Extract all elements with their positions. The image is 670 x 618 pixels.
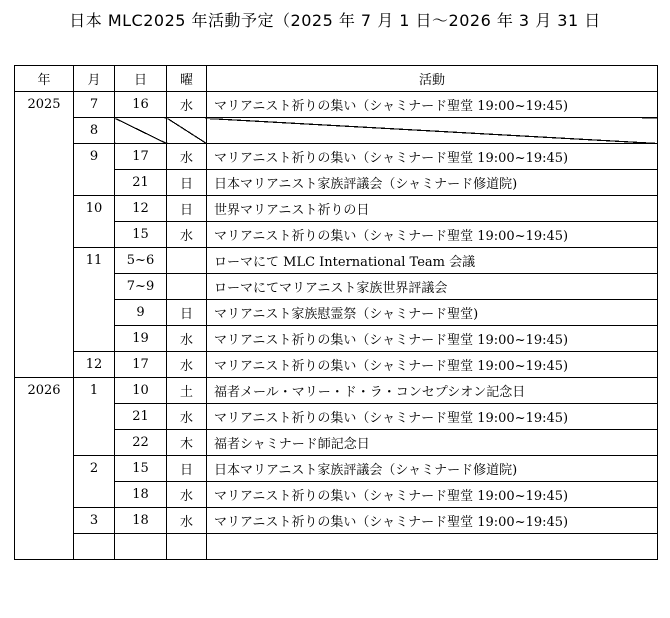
table-row <box>15 508 658 534</box>
day-cell: 19 <box>115 326 167 352</box>
day-cell: 5~6 <box>115 248 167 274</box>
month-cell: 11 <box>74 248 115 352</box>
header-year: 年 <box>15 66 74 92</box>
activity-cell: ローマにてマリアニスト家族世界評議会 <box>207 274 658 300</box>
page-title: 日本 MLC2025 年活動予定（2025 年 7 月 1 日〜2026 年 3 月 31 日 <box>69 11 601 30</box>
day-cell: 21 <box>115 170 167 196</box>
day-cell: 18 <box>115 482 167 508</box>
activity-cell: マリアニスト家族慰霊祭（シャミナード聖堂) <box>207 300 658 326</box>
activity-cell: 日本マリアニスト家族評議会（シャミナード修道院) <box>207 456 658 482</box>
table-row <box>15 196 658 222</box>
activity-cell: マリアニスト祈りの集い（シャミナード聖堂 19:00~19:45) <box>207 508 658 534</box>
day-cell: 18 <box>115 508 167 534</box>
weekday-cell: 水 <box>167 482 207 508</box>
day-cell: 15 <box>115 222 167 248</box>
activity-cell: マリアニスト祈りの集い（シャミナード聖堂 19:00~19:45) <box>207 222 658 248</box>
day-cell: 10 <box>115 378 167 404</box>
weekday-cell: 日 <box>167 456 207 482</box>
weekday-cell: 水 <box>167 352 207 378</box>
year-cell: 2026 <box>15 378 74 560</box>
weekday-cell: 水 <box>167 92 207 118</box>
weekday-cell: 日 <box>167 170 207 196</box>
activity-cell: 日本マリアニスト家族評議会（シャミナード修道院) <box>207 170 658 196</box>
month-cell: 8 <box>74 118 115 144</box>
schedule-table <box>14 65 658 560</box>
header-day: 日 <box>115 66 167 92</box>
weekday-cell: 水 <box>167 144 207 170</box>
activity-cell: 福者メール・マリー・ド・ラ・コンセプシオン記念日 <box>207 378 658 404</box>
month-cell-empty <box>115 534 167 560</box>
month-cell: 12 <box>74 352 115 378</box>
month-cell: 10 <box>74 196 115 248</box>
weekday-cell: 日 <box>167 196 207 222</box>
year-cell: 2025 <box>15 92 74 378</box>
activity-cell: 福者シャミナード師記念日 <box>207 430 658 456</box>
header-activity: 活動 <box>207 66 658 92</box>
table-row-empty <box>15 534 658 560</box>
activity-cell: マリアニスト祈りの集い（シャミナード聖堂 19:00~19:45) <box>207 326 658 352</box>
month-cell: 7 <box>74 92 115 118</box>
table-row <box>15 378 658 404</box>
weekday-cell <box>167 274 207 300</box>
weekday-cell: 水 <box>167 326 207 352</box>
day-cell: 17 <box>115 144 167 170</box>
day-cell: 17 <box>115 352 167 378</box>
month-cell: 1 <box>74 378 115 456</box>
header-weekday: 曜 <box>167 66 207 92</box>
table-row <box>15 456 658 482</box>
month-cell: 3 <box>74 508 115 534</box>
activity-cell: 世界マリアニスト祈りの日 <box>207 196 658 222</box>
table-header-row <box>15 66 658 92</box>
day-cell: 22 <box>115 430 167 456</box>
table-row <box>15 92 658 118</box>
table-row <box>15 248 658 274</box>
day-cell-empty <box>167 534 207 560</box>
activity-cell-empty <box>207 118 658 144</box>
activity-cell: ローマにて MLC International Team 会議 <box>207 248 658 274</box>
table-row <box>15 144 658 170</box>
year-cell-empty <box>74 534 115 560</box>
activity-cell: マリアニスト祈りの集い（シャミナード聖堂 19:00~19:45) <box>207 482 658 508</box>
weekday-cell-empty <box>167 118 207 144</box>
weekday-cell: 水 <box>167 508 207 534</box>
weekday-cell: 水 <box>167 404 207 430</box>
weekday-cell-empty <box>207 534 658 560</box>
activity-cell: マリアニスト祈りの集い（シャミナード聖堂 19:00~19:45) <box>207 92 658 118</box>
weekday-cell: 土 <box>167 378 207 404</box>
day-cell: 9 <box>115 300 167 326</box>
day-cell-empty <box>115 118 167 144</box>
header-month: 月 <box>74 66 115 92</box>
day-cell: 16 <box>115 92 167 118</box>
day-cell: 21 <box>115 404 167 430</box>
weekday-cell <box>167 248 207 274</box>
weekday-cell: 木 <box>167 430 207 456</box>
table-row <box>15 118 658 144</box>
day-cell: 12 <box>115 196 167 222</box>
day-cell: 15 <box>115 456 167 482</box>
activity-cell: マリアニスト祈りの集い（シャミナード聖堂 19:00~19:45) <box>207 144 658 170</box>
month-cell: 9 <box>74 144 115 196</box>
day-cell: 7~9 <box>115 274 167 300</box>
activity-cell: マリアニスト祈りの集い（シャミナード聖堂 19:00~19:45) <box>207 404 658 430</box>
activity-cell: マリアニスト祈りの集い（シャミナード聖堂 19:00~19:45) <box>207 352 658 378</box>
table-row <box>15 352 658 378</box>
month-cell: 2 <box>74 456 115 508</box>
weekday-cell: 水 <box>167 222 207 248</box>
weekday-cell: 日 <box>167 300 207 326</box>
